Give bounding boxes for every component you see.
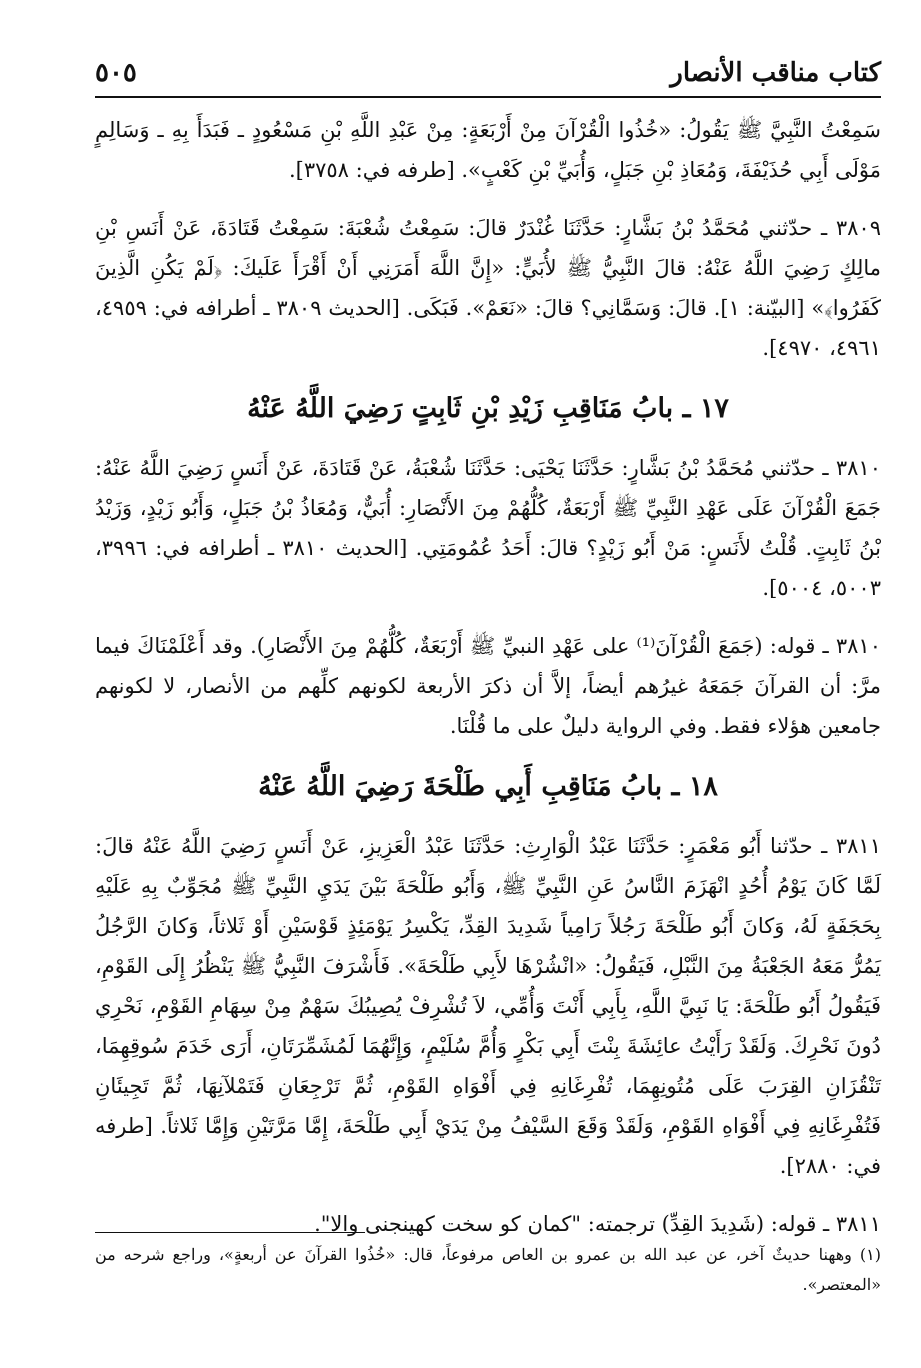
commentary-3810: ٣٨١٠ ـ قوله: (جَمَعَ الْقُرْآنَ⁽¹⁾ على عَهْدِ النبيِّ ﷺ أَرْبَعَةٌ، كُلُّهُمْ مِنَ الأَنْصَارِ). وقد أَعْلَمْنَاكَ فيما مرَّ: أن القرآنَ جَمَعَهُ غيرُهم أيضاً، إلاَّ أن ذكرَ الأربعة لكونهم كلِّهم من الأنصار، لا لكونهم جامعين هؤلاء فقط. وفي الرواية دليلٌ على ما قُلْنَا. [95, 634, 881, 738]
footnote: (١) وههنا حديثٌ آخر، عن عبد الله بن عمرو بن العاص مرفوعاً، قال: «خُذُوا القرآنَ عن أربعةٍ»، وراجع شرحه من «المعتصر». [95, 1245, 882, 1294]
page-number: ٥٠٥ [95, 58, 137, 88]
running-title: كتاب مناقب الأنصار [670, 58, 881, 88]
chapter-heading-18: ١٨ ـ بابُ مَنَاقِبِ أَبِي طَلْحَةَ رَضِيَ اللَّهُ عَنْهُ [258, 771, 718, 802]
hadith-3809: ٣٨٠٩ ـ حدّثني مُحَمَّدُ بْنُ بَشَّارٍ: حَدَّثَنَا غُنْدَرٌ قالَ: سَمِعْتُ شُعْبَةَ: سَمِعْتُ قَتَادَةَ، عَنْ أَنَسِ بْنِ مالِكٍ رَضِيَ اللَّهُ عَنْهُ: قالَ النَّبِيُّ ﷺ لأُبَيٍّ: «إِنَّ اللَّهَ أَمَرَنِي أَنْ أَقْرَأَ عَلَيكَ: ﴿لَمْ يَكُنِ الَّذِينَ كَفَرُوا﴾» [البيّنة: ١]. قالَ: وَسَمَّانِي؟ قالَ: «نَعَمْ». فَبَكَى. [الحديث ٣٨٠٩ ـ أطرافه في: ٤٩٥٩، ٤٩٦١، ٤٩٧٠]. [95, 216, 881, 360]
hadith-3810: ٣٨١٠ ـ حدّثني مُحَمَّدُ بْنُ بَشَّارٍ: حَدَّثَنَا يَحْيَى: حَدَّثَنَا شُعْبَةُ، عَنْ قَتَادَةَ، عَنْ أَنَسٍ رَضِيَ اللَّهُ عَنْهُ: جَمَعَ الْقُرْآنَ عَلَى عَهْدِ النَّبِيِّ ﷺ أَرْبَعَةٌ، كُلُّهُمْ مِنَ الأَنْصَارِ: أُبَيٌّ، وَمُعَاذُ بْنُ جَبَلٍ، وَأَبُو زَيْدٍ، وَزَيْدُ بْنُ ثَابِتٍ. قُلْتُ لأَنَسٍ: مَنْ أَبُو زَيْدٍ؟ قالَ: أَحَدُ عُمُومَتِي. [الحديث ٣٨١٠ ـ أطرافه في: ٣٩٩٦، ٥٠٠٣، ٥٠٠٤]. [95, 456, 882, 600]
hadith-text: سَمِعْتُ النَّبِيَّ ﷺ يَقُولُ: «خُذُوا الْقُرْآنَ مِنْ أَرْبَعَةٍ: مِنْ عَبْدِ اللَّهِ بْنِ مَسْعُودٍ ـ فَبَدَأَ بِهِ ـ وَسَالِمٍ مَوْلَى أَبِي حُذَيْفَةَ، وَمُعَاذِ بْنِ جَبَلٍ، وَأُبَيِّ بْنِ كَعْبٍ». [طرفه في: ٣٧٥٨]. [95, 118, 881, 182]
page-body [95, 110, 881, 1262]
chapter-heading-17: ١٧ ـ بابُ مَنَاقِبِ زَيْدِ بْنِ ثَابِتٍ رَضِيَ اللَّهُ عَنْهُ [247, 393, 729, 424]
commentary-3811: ٣٨١١ ـ قوله: (شَدِيدَ القِدِّ) ترجمته: "كمان كو سخت كهينجنى والا". [314, 1212, 881, 1236]
hadith-3811: ٣٨١١ ـ حدّثنا أَبُو مَعْمَرٍ: حَدَّثَنَا عَبْدُ الْوَارِثِ: حَدَّثَنَا عَبْدُ الْعَزِيزِ، عَنْ أَنَسٍ رَضِيَ اللَّهُ عَنْهُ قالَ: لَمَّا كَانَ يَوْمُ أُحُدٍ انْهَزَمَ النَّاسُ عَنِ النَّبِيِّ ﷺ، وَأَبُو طَلْحَةَ بَيْنَ يَدَيِ النَّبِيِّ ﷺ مُجَوِّبٌ بِهِ عَلَيْهِ بِحَجَفَةٍ لَهُ، وَكانَ أَبُو طَلْحَةَ رَجُلاً رَامِياً شَدِيدَ القِدِّ، يَكْسِرُ يَوْمَئِذٍ قَوْسَيْنِ أَوْ ثَلاثاً، وَكانَ الرَّجُلُ يَمُرُّ مَعَهُ الجَعْبَةُ مِنَ النَّبْلِ، فَيَقُولُ: «انْشُرْهَا لأَبِي طَلْحَةَ». فَأَشْرَفَ النَّبِيُّ ﷺ يَنْظُرُ إِلَى القَوْمِ، فَيَقُولُ أَبُو طَلْحَةَ: يَا نَبِيَّ اللَّهِ، بِأَبِي أَنْتَ وَأُمِّي، لاَ تُشْرِفْ يُصِيبُكَ سَهْمٌ مِنْ سِهَامِ القَوْمِ، نَحْرِي دُونَ نَحْرِكَ. وَلَقَدْ رَأَيْتُ عائِشَةَ بِنْتَ أَبِي بَكْرٍ وَأُمَّ سُلَيْمٍ، وَإِنَّهُمَا لَمُشَمِّرَتَانِ، أَرَى خَدَمَ سُوقِهِمَا، تَنْقُزَانِ القِرَبَ عَلَى مُتُونِهِمَا، تُفْرِغَانِهِ فِي أَفْوَاهِ القَوْمِ، ثُمَّ تَرْجِعَانِ فَتَمْلآنِهَا، ثُمَّ تَجِيئَانِ فَتُفْرِغَانِهِ فِي أَفْوَاهِ القَوْمِ، وَلَقَدْ وَقَعَ السَّيْفُ مِنْ يَدَيْ أَبِي طَلْحَةَ، إِمَّا مَرَّتَيْنِ وَإِمَّا ثَلاثاً. [طرفه في: ٢٨٨٠]. [95, 834, 881, 1178]
footnote-divider [95, 1232, 365, 1233]
page-header [95, 52, 881, 98]
